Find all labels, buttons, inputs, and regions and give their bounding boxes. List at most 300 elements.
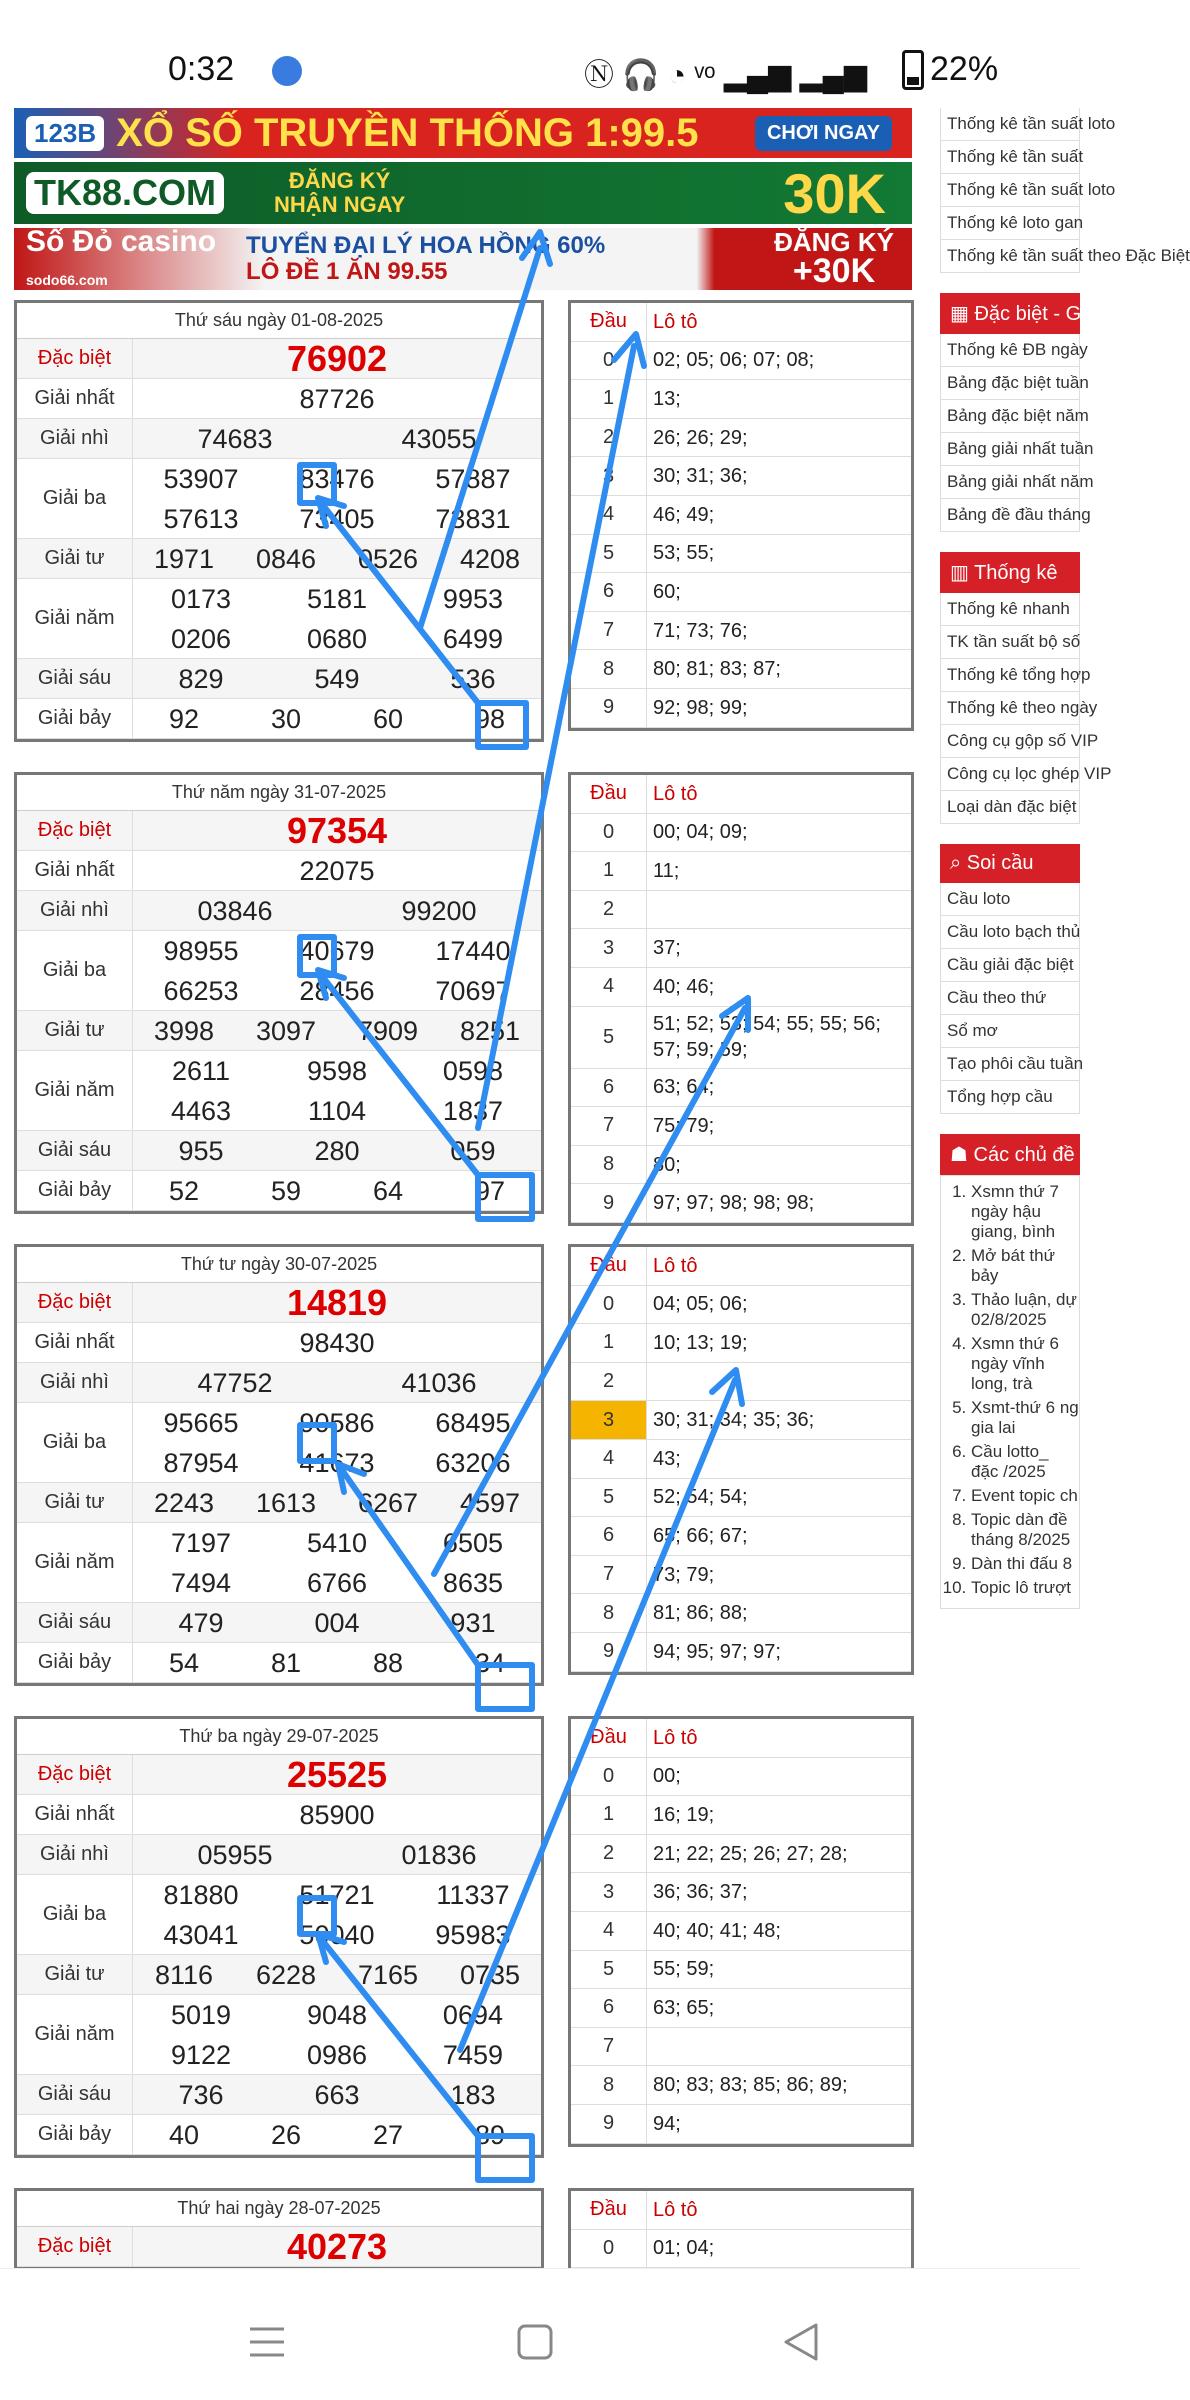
loto-values: 55; 59; [653,1958,715,1981]
prize-number: 1837 [442,1096,503,1126]
prize-values [133,1835,541,1874]
topic-link[interactable]: 5. Xsmt-thứ 6 ng gia lai [971,1398,1079,1438]
prize-label: Giải năm [17,1995,133,2074]
prize-row-g6 [17,1131,541,1171]
loto-values: 80; 83; 83; 85; 86; 89; [653,2074,848,2097]
loto-row [571,2105,911,2144]
prize-label: Đặc biệt [17,1283,133,1322]
loto-head: 2 [571,1363,647,1401]
loto-head-label: Đầu [571,1719,647,1757]
loto-table [568,2188,914,2271]
prize-row-g7 [17,699,541,739]
prize-number: 73831 [435,504,511,534]
prize-number: 60 [372,704,404,734]
sidebar-link[interactable]: Loại dàn đặc biệt [940,791,1080,824]
prize-number: 64 [372,1176,404,1206]
prize-values [133,2115,541,2154]
loto-values: 04; 05; 06; [653,1293,748,1316]
prize-label: Giải nhất [17,1323,133,1362]
result-table [14,2188,544,2270]
loto-head: 5 [571,1479,647,1517]
prize-number: 5181 [306,584,368,614]
loto-value-label: Lô tô [653,1254,698,1277]
prize-label: Giải tư [17,1955,133,1994]
prize-values [133,1171,541,1210]
loto-row [571,1184,911,1223]
prize-row-g3 [17,459,541,539]
prize-number: 11337 [436,1880,510,1910]
sidebar-link[interactable]: Thống kê tổng hợp [940,659,1080,692]
loto-values: 01; 04; [653,2237,715,2260]
prize-number: 17440 [435,936,511,966]
prize-row-g2 [17,1363,541,1403]
prize-number: 059 [450,1136,496,1166]
banner-text: XỔ SỐ TRUYỀN THỐNG 1:99.5 [116,110,699,155]
prize-row-g5 [17,1051,541,1131]
loto-values: 00; 04; 09; [653,821,748,844]
loto-head: 8 [571,2066,647,2104]
prize-label: Đặc biệt [17,1755,133,1794]
banner-sodo[interactable] [14,225,912,290]
prize-label: Giải sáu [17,659,133,698]
prize-number: 0173 [170,584,232,614]
prize-values [133,1955,541,1994]
prize-number: 87954 [163,1448,239,1478]
loto-values: 63; 64; [653,1076,715,1099]
result-date: Thứ tư ngày 30-07-2025 [17,1247,541,1283]
prize-number: 22075 [299,856,375,886]
prize-label: Giải sáu [17,2075,133,2114]
loto-head-label: Đầu [571,2191,647,2229]
prize-values [133,1283,541,1322]
sidebar-link[interactable]: Cầu loto bạch thủ [940,916,1080,949]
prize-number: 2611 [171,1056,231,1086]
loto-row [571,1951,911,1990]
sidebar-heading-soi-cau[interactable]: ⌕ Soi cầu [940,844,1080,883]
loto-head: 6 [571,1517,647,1555]
loto-values: 30; 31; 36; [653,465,748,488]
prize-number: 8635 [442,1568,503,1598]
loto-row [571,2066,911,2105]
loto-row [571,814,911,853]
sidebar-link[interactable]: TK tần suất bộ số [940,626,1080,659]
prize-number: 95983 [435,1920,511,1950]
sidebar-link[interactable]: Cầu giải đặc biệt [940,949,1080,982]
battery-icon [902,50,924,90]
prize-values [133,1523,541,1602]
sidebar-link[interactable]: Bảng đề đầu tháng [940,499,1080,532]
prize-number: 5019 [170,2000,232,2030]
sidebar-link[interactable]: Thống kê tần suất theo Đặc Biệt [940,240,1080,273]
sidebar-link[interactable]: Thống kê tần suất [940,141,1080,174]
sidebar-link[interactable]: Bảng đặc biệt tuần [940,367,1080,400]
prize-number: 01836 [401,1840,477,1870]
result-table [14,1716,544,2158]
prize-number: 57887 [435,464,511,494]
prize-label: Giải nhì [17,1363,133,1402]
prize-row-g3 [17,1875,541,1955]
loto-row [571,1479,911,1518]
prize-number: 955 [178,1136,224,1166]
prize-label: Giải nhì [17,891,133,930]
prize-label: Đặc biệt [17,811,133,850]
loto-row [571,1440,911,1479]
prize-label: Giải ba [17,459,133,538]
prize-values [133,1603,541,1642]
loto-values: 97; 97; 98; 98; 98; [653,1192,815,1215]
topic-link[interactable]: 6. Cầu lotto_ đặc /2025 [971,1442,1079,1482]
loto-row [571,1146,911,1185]
banner-text [246,233,605,285]
sidebar-heading-thong-ke[interactable]: ▥ Thống kê [940,552,1080,593]
prize-number: 3998 [153,1016,215,1046]
prize-label: Giải năm [17,1051,133,1130]
prize-number: 0526 [357,544,419,574]
banner-logo: TK88.COM [26,172,224,214]
prize-number: 52 [168,1176,200,1206]
banner-tk88[interactable] [14,162,912,224]
loto-row [571,2230,911,2269]
prize-number: 81 [270,1648,302,1678]
prize-number: 536 [450,664,496,694]
loto-row [571,1324,911,1363]
loto-row [571,457,911,496]
loto-values: 71; 73; 76; [653,619,748,642]
loto-row [571,573,911,612]
prize-number: 5410 [306,1528,368,1558]
prize-row-g7 [17,1171,541,1211]
loto-values [647,1363,911,1401]
prize-number: 183 [450,2080,496,2110]
sidebar-link[interactable]: Thống kê nhanh [940,593,1080,626]
sidebar-link[interactable]: Thống kê ĐB ngày [940,334,1080,367]
sidebar [940,108,1190,2268]
topic-link[interactable]: 7. Event topic ch [971,1486,1079,1506]
prize-label: Giải nhất [17,379,133,418]
register-label: ĐĂNG KÝ [774,227,894,257]
prize-row-g4 [17,539,541,579]
loto-head: 4 [571,1912,647,1950]
sidebar-heading-chu-de[interactable]: ☗ Các chủ đề [940,1134,1080,1175]
loto-row [571,1069,911,1108]
prize-values [133,459,541,538]
prize-number: 70697 [435,976,511,1006]
prize-row-db [17,1755,541,1795]
loto-values: 02; 05; 06; 07; 08; [653,349,815,372]
sidebar-heading-label: Soi cầu [966,852,1034,874]
sidebar-link[interactable]: Công cụ gộp số VIP [940,725,1080,758]
web-page[interactable] [0,108,1190,2268]
loto-head: 2 [571,419,647,457]
banner-123b[interactable] [14,108,912,158]
prize-number: 1104 [307,1096,366,1126]
topic-link[interactable]: 1. Xsmn thứ 7 ngày hậu giang, bình [971,1182,1079,1242]
loto-values: 65; 66; 67; [653,1524,748,1547]
loto-head: 9 [571,2105,647,2143]
prize-values [133,2075,541,2114]
loto-head: 1 [571,1324,647,1362]
prize-number: 0694 [442,2000,503,2030]
prize-label: Giải nhất [17,851,133,890]
prize-number: 931 [450,1608,496,1638]
prize-number: 1613 [255,1488,317,1518]
banner-amount: 30K [783,161,886,225]
loto-row [571,650,911,689]
loto-head: 0 [571,2230,647,2268]
prize-row-g4 [17,1011,541,1051]
prize-number: 7197 [170,1528,232,1558]
sidebar-link[interactable]: Cầu theo thứ [940,982,1080,1015]
prize-number: 663 [314,2080,360,2110]
prize-number: 41673 [299,1448,375,1478]
prize-number: 8116 [154,1960,214,1990]
banner-sub: sodo66.com [26,272,108,288]
loto-row [571,1912,911,1951]
banner-mid-line2: NHẬN NGAY [274,192,406,217]
prize-row-g5 [17,1523,541,1603]
loto-row [571,1517,911,1556]
prize-number: 0735 [459,1960,521,1990]
prize-row-g2 [17,419,541,459]
prize-number: 479 [178,1608,224,1638]
navigation-bar [0,2268,1080,2400]
sidebar-link[interactable]: Bảng giải nhất tuần [940,433,1080,466]
loto-values: 43; [653,1447,681,1470]
prize-label: Giải bảy [17,2115,133,2154]
loto-values: 80; 81; 83; 87; [653,658,781,681]
prize-number: 87726 [299,384,375,414]
prize-values [133,1363,541,1402]
prize-number: 76902 [286,338,388,379]
topic-link[interactable]: 8. Topic dàn đề tháng 8/2025 [971,1510,1079,1550]
sidebar-link[interactable]: Thống kê loto gan [940,207,1080,240]
prize-row-g3 [17,931,541,1011]
prize-label: Giải tư [17,539,133,578]
loto-head: 8 [571,1594,647,1632]
prize-row-g4 [17,1955,541,1995]
prize-number: 7909 [357,1016,419,1046]
prize-values [133,1131,541,1170]
loto-head: 9 [571,1633,647,1671]
loto-head: 3 [571,1873,647,1911]
prize-number: 98 [474,704,506,734]
loto-row [571,342,911,381]
sidebar-heading-label: Đặc biệt - Giải [974,303,1102,325]
prize-row-g5 [17,1995,541,2075]
prize-row-g3 [17,1403,541,1483]
prize-values [133,1403,541,1482]
prize-number: 89 [474,2120,506,2150]
prize-values [133,659,541,698]
prize-label: Giải bảy [17,1171,133,1210]
loto-values: 81; 86; 88; [653,1602,748,1625]
prize-number: 88 [372,1648,404,1678]
loto-values [647,2028,911,2066]
prize-number: 7165 [357,1960,419,1990]
loto-values: 40; 46; [653,975,715,998]
sidebar-link[interactable]: Bảng đặc biệt năm [940,400,1080,433]
prize-label: Giải ba [17,1875,133,1954]
prize-label: Giải sáu [17,1131,133,1170]
sidebar-link[interactable]: Sổ mơ [940,1015,1080,1048]
prize-number: 25525 [286,1754,388,1795]
prize-values [133,419,541,458]
prize-values [133,1483,541,1522]
prize-number: 30 [270,704,302,734]
loto-row [571,1286,911,1325]
loto-head: 6 [571,1989,647,2027]
loto-table [568,1716,914,2147]
prize-values [133,1011,541,1050]
prize-row-g1 [17,379,541,419]
prize-number: 68495 [435,1408,511,1438]
register-bonus: +30K [792,252,876,290]
prize-row-g1 [17,1795,541,1835]
loto-values: 94; 95; 97; 97; [653,1640,781,1663]
loto-values: 37; [653,937,681,960]
prize-values [133,1755,541,1794]
result-date: Thứ năm ngày 31-07-2025 [17,775,541,811]
prize-number: 27 [372,2120,404,2150]
loto-row [571,380,911,419]
topic-link[interactable]: 10. Topic lô trượt [971,1578,1079,1598]
prize-row-g1 [17,851,541,891]
status-icons: Ⓝ 🎧 ◔ ᵛᵒ ▂▄▆ ▂▄▆ [584,59,867,92]
loto-values: 16; 19; [653,1803,715,1826]
menu-icon[interactable] [244,2319,290,2365]
loto-value-label: Lô tô [653,782,698,805]
status-bar [0,0,1080,108]
prize-number: 4208 [459,544,521,574]
result-table [14,772,544,1214]
loto-row [571,496,911,535]
prize-number: 4597 [459,1488,521,1518]
sidebar-link[interactable]: Tạo phôi cầu tuần [940,1048,1080,1081]
prize-row-g7 [17,2115,541,2155]
loto-row [571,968,911,1007]
sidebar-heading-dac-biet[interactable]: ▦ Đặc biệt - Giải [940,293,1080,334]
prize-label: Giải sáu [17,1603,133,1642]
prize-row-g6 [17,1603,541,1643]
prize-values [133,811,541,850]
loto-head-label: Đầu [571,775,647,813]
register-button[interactable] [774,227,894,290]
prize-number: 43041 [163,1920,239,1950]
loto-head: 9 [571,1184,647,1222]
prize-number: 9953 [442,584,503,614]
prize-number: 73405 [299,504,375,534]
prize-number: 47752 [197,1368,273,1398]
prize-number: 63206 [435,1448,511,1478]
loto-values [647,891,911,929]
loto-values: 30; 31; 34; 35; 36; [653,1409,815,1432]
prize-number: 50040 [299,1920,375,1950]
prize-number: 0206 [170,624,232,654]
topic-link[interactable]: 4. Xsmn thứ 6 ngày vĩnh long, trà [971,1334,1079,1394]
prize-number: 8251 [459,1016,521,1046]
prize-number: 14819 [286,1282,388,1323]
prize-values [133,1051,541,1130]
prize-number: 74683 [197,424,273,454]
prize-number: 736 [178,2080,224,2110]
sidebar-link[interactable]: Cầu loto [940,883,1080,916]
prize-number: 05955 [197,1840,273,1870]
prize-number: 0986 [306,2040,368,2070]
loto-row [571,929,911,968]
prize-number: 1971 [153,544,215,574]
prize-number: 6505 [442,1528,503,1558]
loto-head: 4 [571,968,647,1006]
prize-number: 7459 [442,2040,503,2070]
loto-value-label: Lô tô [653,1726,698,1749]
prize-number: 9122 [170,2040,232,2070]
result-date: Thứ sáu ngày 01-08-2025 [17,303,541,339]
loto-values: 53; 55; [653,542,715,565]
prize-number: 40273 [286,2226,388,2267]
sidebar-link[interactable]: Công cụ lọc ghép VIP [940,758,1080,791]
prize-number: 6766 [306,1568,368,1598]
loto-head: 4 [571,496,647,534]
prize-number: 0680 [306,624,368,654]
loto-table [568,1244,914,1675]
topic-link[interactable]: 3. Thảo luận, dự 02/8/2025 [971,1290,1079,1330]
banner-line2: LÔ ĐỀ 1 ĂN 99.55 [246,258,448,285]
banner-line1: TUYỂN ĐẠI LÝ HOA HỒNG 60% [246,232,606,259]
prize-number: 004 [314,1608,360,1638]
loto-values: 80; [653,1153,681,1176]
loto-values: 00; [653,1765,681,1788]
prize-row-g5 [17,579,541,659]
sidebar-link[interactable]: Thống kê theo ngày [940,692,1080,725]
prize-label: Giải bảy [17,699,133,738]
topic-link[interactable]: 2. Mở bát thứ bảy [971,1246,1079,1286]
prize-label: Giải bảy [17,1643,133,1682]
prize-number: 28456 [299,976,375,1006]
sidebar-heading-label: Các chủ đề [973,1144,1075,1166]
prize-number: 85900 [299,1800,375,1830]
prize-number: 0598 [442,1056,503,1086]
prize-values [133,699,541,738]
loto-head: 5 [571,1007,647,1068]
loto-head: 4 [571,1440,647,1478]
loto-head: 3 [571,1401,647,1439]
loto-value-label: Lô tô [653,2198,698,2221]
prize-label: Giải ba [17,1403,133,1482]
prize-number: 54 [168,1648,200,1678]
sidebar-link[interactable]: Bảng giải nhất năm [940,466,1080,499]
topic-link[interactable]: 9. Dàn thi đấu 8 [971,1554,1079,1574]
prize-row-g4 [17,1483,541,1523]
prize-number: 95665 [163,1408,239,1438]
loto-head: 6 [571,1069,647,1107]
home-icon[interactable] [512,2319,558,2365]
status-time: 0:32 [168,50,235,88]
sidebar-link[interactable]: Tổng hợp cầu [940,1081,1080,1114]
banner-logo: 123B [26,116,104,151]
loto-head: 1 [571,1796,647,1834]
result-table [14,1244,544,1686]
loto-row [571,1835,911,1874]
back-icon[interactable] [778,2319,824,2365]
sidebar-link[interactable]: Thống kê tần suất loto [940,174,1080,207]
loto-row [571,891,911,930]
prize-values [133,931,541,1010]
loto-values: 11; [653,859,680,882]
prize-number: 40679 [299,936,375,966]
play-now-button[interactable]: CHƠI NGAY [755,116,892,151]
sidebar-link[interactable]: Thống kê tần suất loto [940,108,1080,141]
loto-head: 1 [571,852,647,890]
